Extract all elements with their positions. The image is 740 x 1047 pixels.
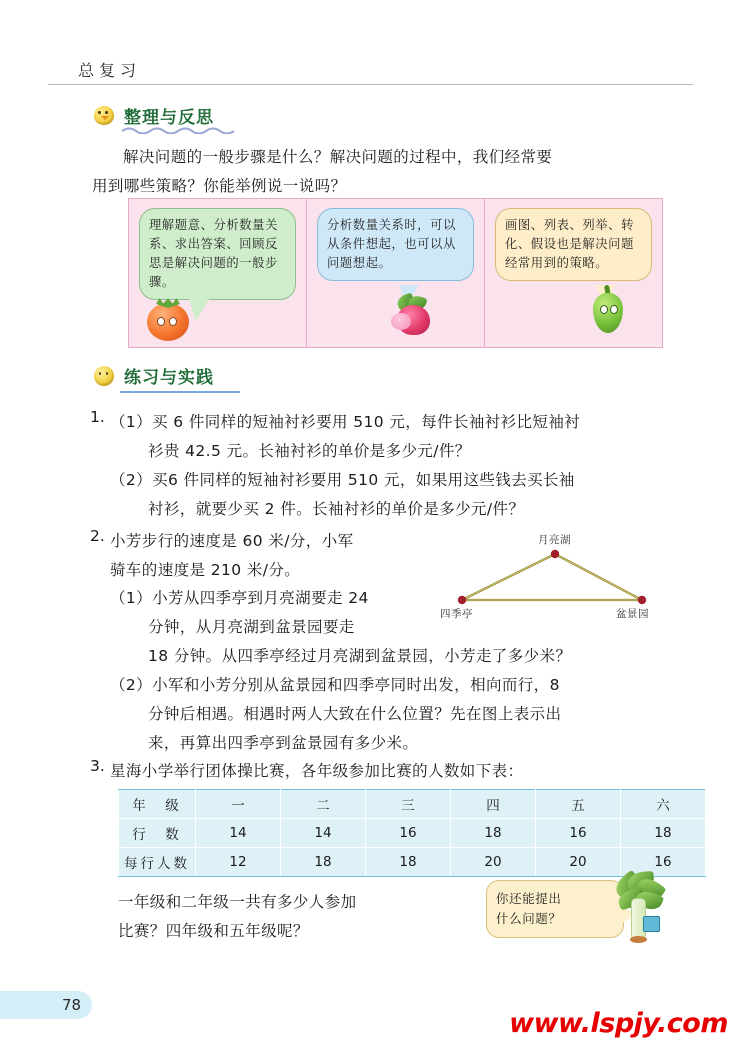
pepper-mascot: [589, 285, 627, 337]
table-cell: 14: [281, 819, 366, 848]
table-cell: 年 级: [119, 790, 196, 819]
hint-bubble-line-1: 你还能提出: [496, 891, 562, 906]
table-cell: 12: [196, 848, 281, 877]
table-cell: 二: [281, 790, 366, 819]
running-head-rule: [48, 84, 693, 85]
exercise-2-stem: [110, 527, 440, 585]
table-cell: 16: [366, 819, 451, 848]
table-cell: 一: [196, 790, 281, 819]
exercise-3-question: [118, 888, 468, 946]
exercise-1-part-1-line-1: 买 6 件同样的短袖衬衫要用 510 元，每件长袖衬衫比短袖衬: [152, 413, 581, 431]
radish-mascot: [387, 295, 431, 335]
exercise-2-part-1-line-1: 小芳从四季亭到月亮湖要走 24: [152, 589, 369, 607]
exercise-2-part-1-line-2: 分钟，从月亮湖到盆景园要走: [148, 618, 355, 636]
table-cell: 16: [536, 819, 621, 848]
exercise-3-number: 3.: [90, 757, 105, 775]
exercise-2-number: 2.: [90, 527, 105, 545]
celery-mascot: [612, 872, 664, 952]
table-cell: 18: [451, 819, 536, 848]
squiggle-underline-icon: [122, 126, 238, 134]
table-cell: 20: [451, 848, 536, 877]
mascot-panel-1: [129, 199, 306, 347]
lemon-icon: [92, 365, 118, 387]
exercise-2-part-1-line-3: 18 分钟。从四季亭经过月亮湖到盆景园，小芳走了多少米？: [148, 647, 572, 665]
table-row: [119, 819, 706, 848]
exercise-3-stem: 星海小学举行团体操比赛，各年级参加比赛的人数如下表：: [110, 762, 524, 780]
review-intro-paragraph: [92, 143, 662, 201]
section-header-practice: [92, 363, 214, 388]
hint-speech-bubble: [486, 880, 624, 938]
exercise-2-part-1-head: [110, 584, 440, 642]
diagram-label-bonsai-garden: 盆景园: [616, 608, 649, 620]
section-underline: [120, 391, 240, 393]
hint-bubble-line-2: 什么问题？: [496, 911, 562, 926]
exercise-1-part-1-label: （1）: [110, 413, 153, 431]
park-triangle-diagram: [430, 532, 680, 632]
mascot-panel-2: [306, 199, 484, 347]
table-cell: 18: [621, 819, 706, 848]
table-cell: 三: [366, 790, 451, 819]
table-cell: 行 数: [119, 819, 196, 848]
grade-participants-table: [118, 789, 706, 877]
section-title-review: 整理与反思: [124, 108, 214, 128]
mascot-panel-3: [484, 199, 662, 347]
table-cell: 14: [196, 819, 281, 848]
table-cell: 每行人数: [119, 848, 196, 877]
speech-bubble-steps: 理解题意、分析数量关系、求出答案、回顾反思是解决问题的一般步骤。: [139, 208, 296, 300]
table-cell: 18: [281, 848, 366, 877]
exercise-2-part-2-label: （2）: [110, 676, 153, 694]
site-watermark: www.lspjy.com: [509, 1008, 728, 1039]
table-body: [119, 790, 706, 877]
running-head-title: 总复习: [78, 61, 142, 80]
exercise-1-part-2-line-2: 衬衫，就要少买 2 件。长袖衬衫的单价是多少元/件？: [148, 500, 525, 518]
exercise-1-part-2: [110, 466, 670, 524]
chick-icon: [92, 105, 118, 127]
speech-bubble-relations: 分析数量关系时，可以从条件想起，也可以从问题想起。: [317, 208, 474, 281]
exercise-1-part-1-line-2: 衫贵 42.5 元。长袖衬衫的单价是多少元/件？: [148, 442, 471, 460]
exercise-2-part-2-line-3: 来，再算出四季亭到盆景园有多少米。: [148, 734, 419, 752]
exercise-1-part-2-line-1: 买6 件同样的短袖衬衫要用 510 元，如果用这些钱去买长袖: [152, 471, 575, 489]
exercise-1-part-2-label: （2）: [110, 471, 153, 489]
exercise-2-part-1-label: （1）: [110, 589, 153, 607]
exercise-2-part-2-line-2: 分钟后相遇。相遇时两人大致在什么位置？先在图上表示出: [148, 705, 562, 723]
exercise-1-number: 1.: [90, 408, 105, 426]
speech-bubble-strategies: 画图、列表、列举、转化、假设也是解决问题经常用到的策略。: [495, 208, 652, 281]
page-number: 78: [62, 996, 82, 1014]
exercise-3-question-line-2: 比赛？四年级和五年级呢？: [118, 922, 309, 940]
review-intro-line-1: 解决问题的一般步骤是什么？解决问题的过程中，我们经常要: [123, 148, 553, 166]
table-row: [119, 790, 706, 819]
tomato-mascot: [147, 303, 189, 341]
diagram-label-moon-lake: 月亮湖: [538, 534, 571, 546]
review-intro-line-2: 用到哪些策略？你能举例说一说吗？: [92, 177, 347, 195]
diagram-label-pavilion: 四季亭: [440, 608, 473, 620]
table-cell: 六: [621, 790, 706, 819]
speech-bubble-tail-icon: [189, 299, 209, 321]
table-cell: 18: [366, 848, 451, 877]
exercise-1-part-1: [110, 408, 670, 466]
table-cell: 16: [621, 848, 706, 877]
table-cell: 四: [451, 790, 536, 819]
exercise-3-question-line-1: 一年级和二年级一共有多少人参加: [118, 893, 357, 911]
section-header-review: [92, 103, 214, 128]
table-cell: 20: [536, 848, 621, 877]
exercise-2-stem-line-2: 骑车的速度是 210 米/分。: [110, 561, 301, 579]
exercise-2-stem-line-1: 小芳步行的速度是 60 米/分，小军: [110, 532, 354, 550]
section-title-practice: 练习与实践: [124, 368, 214, 388]
mascot-dialogue-strip: [128, 198, 663, 348]
exercise-2-part-2-line-1: 小军和小芳分别从盆景园和四季亭同时出发，相向而行，8: [152, 676, 560, 694]
exercise-2-part-2: [110, 671, 670, 758]
table-cell: 五: [536, 790, 621, 819]
